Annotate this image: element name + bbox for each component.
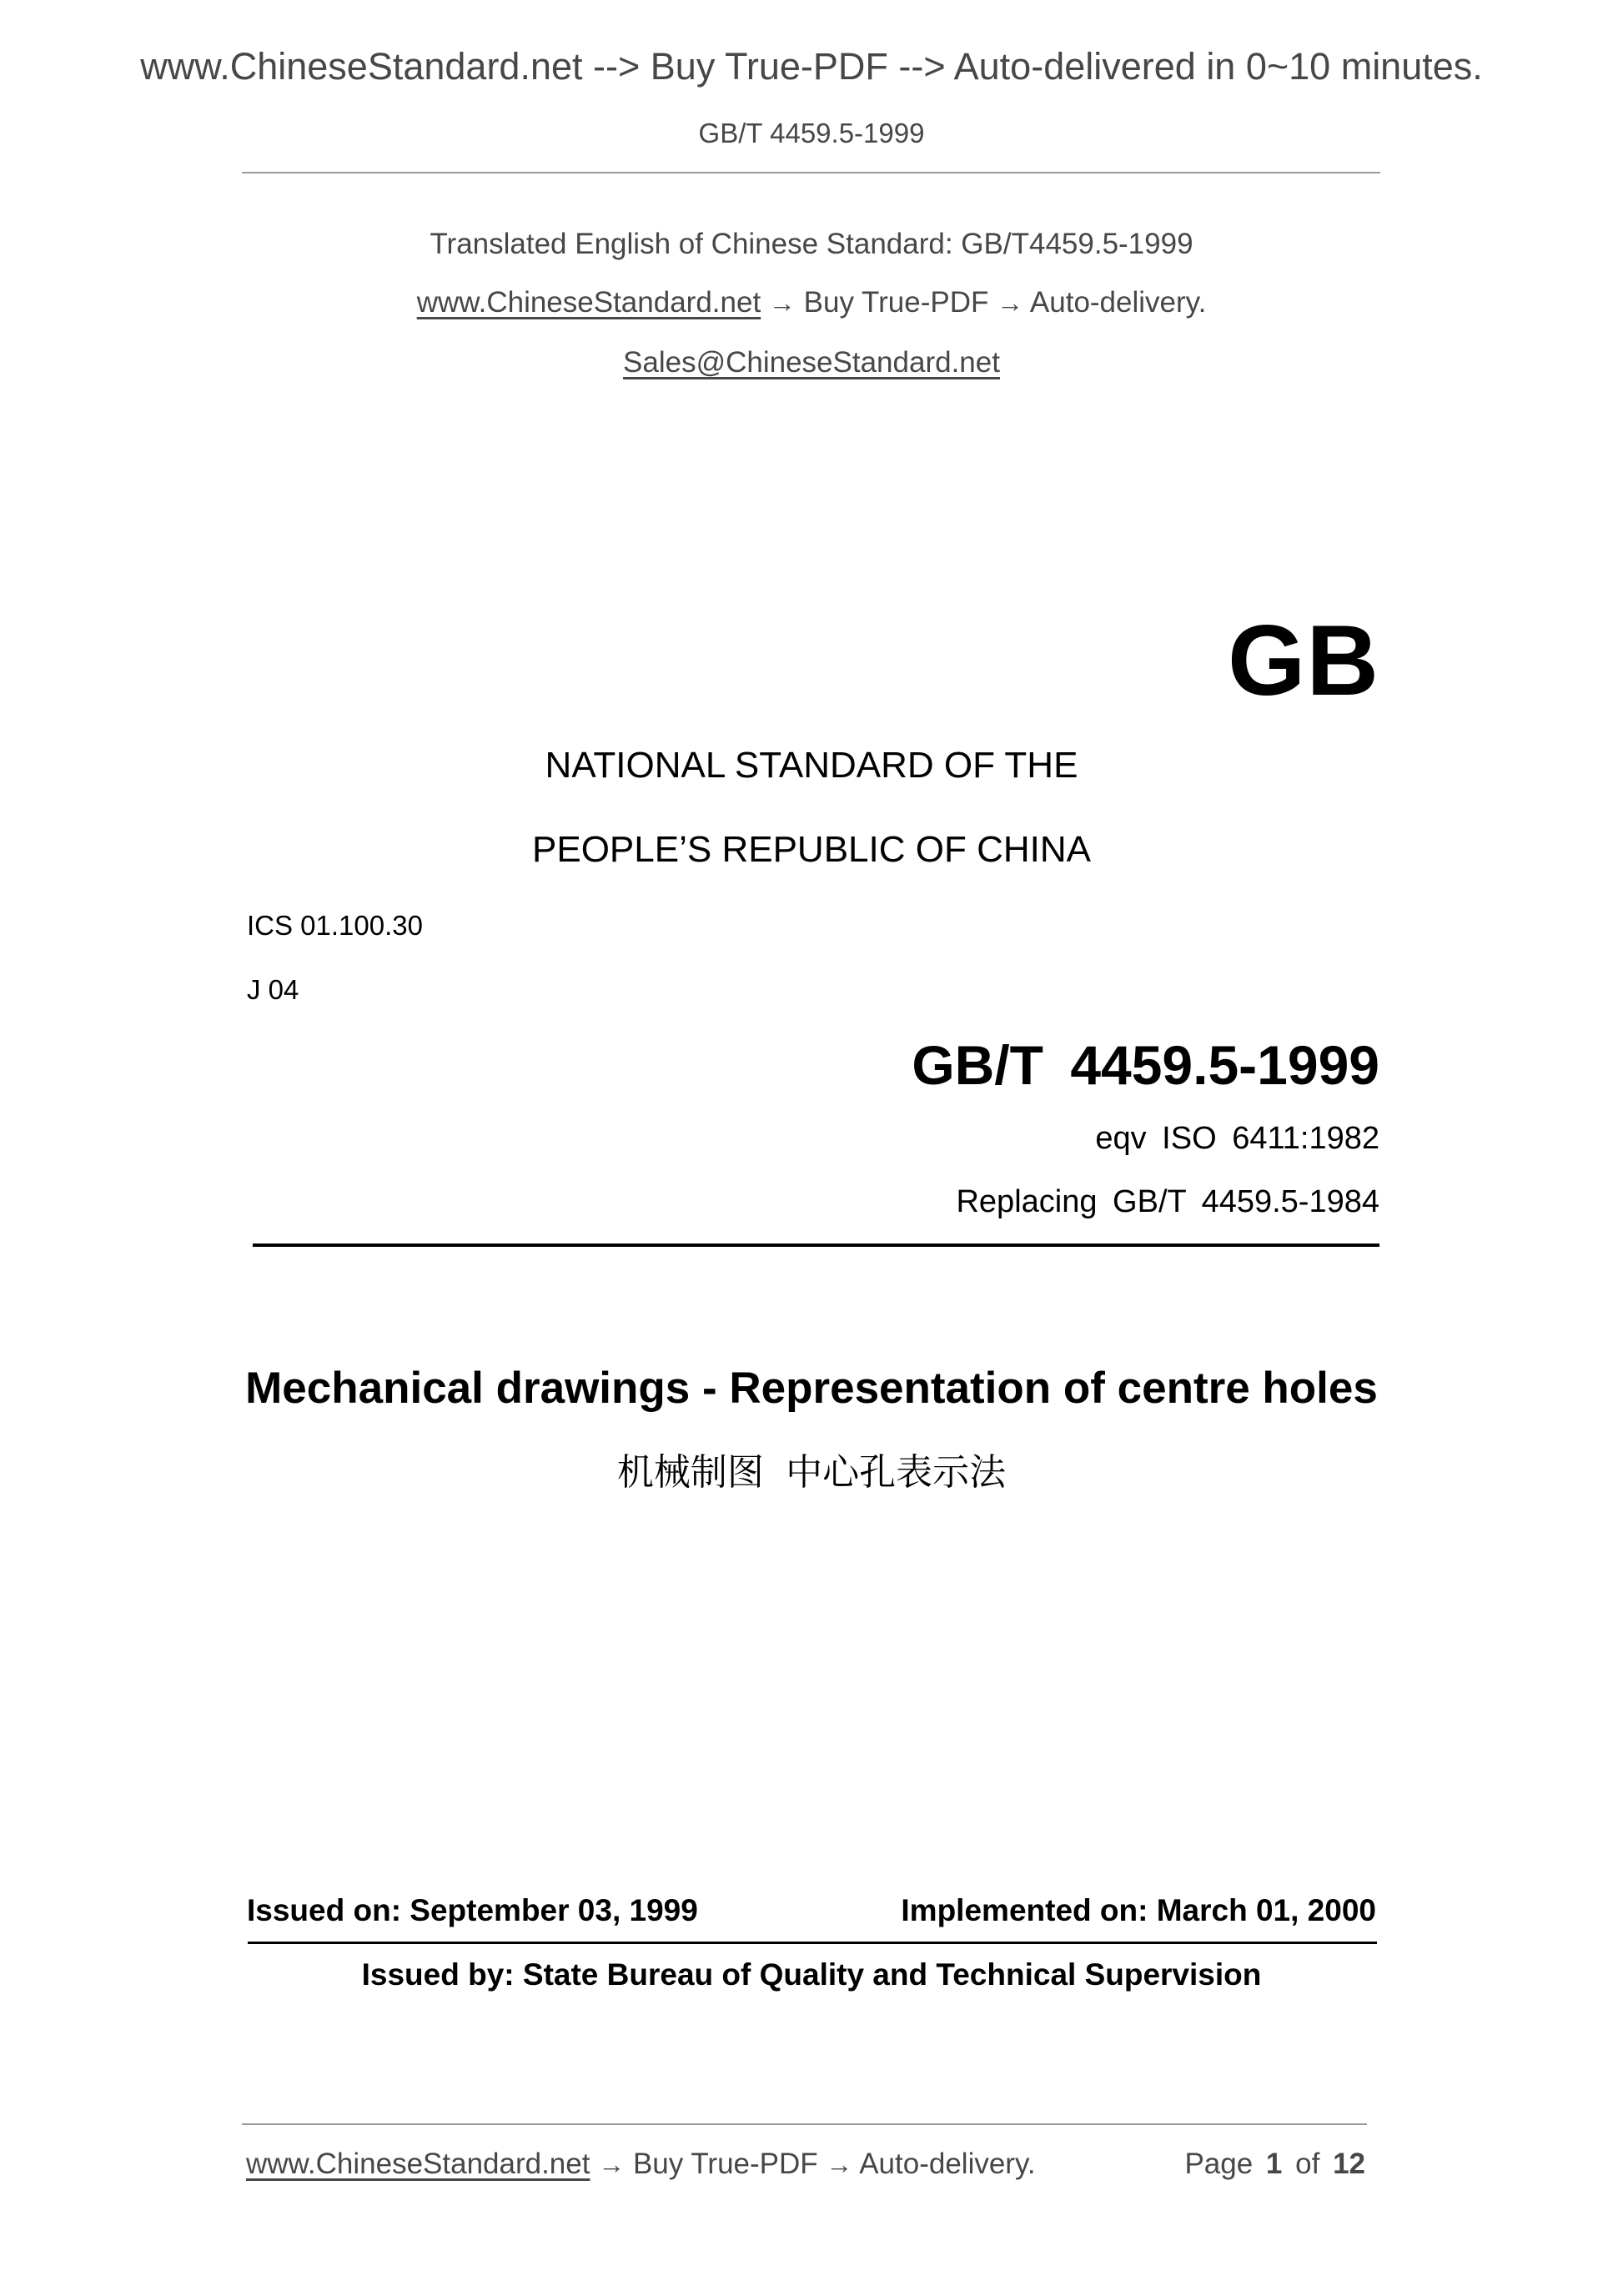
- page-indicator: [1184, 2146, 1365, 2183]
- document-title-en: Mechanical drawings - Representation of centre holes: [245, 1364, 1378, 1413]
- national-standard-line-2: PEOPLE’S REPUBLIC OF CHINA: [532, 829, 1091, 870]
- banner-separator: -->: [582, 45, 651, 88]
- sales-email-link[interactable]: Sales@ChineseStandard.net: [623, 346, 1000, 379]
- translated-label: Translated English of Chinese Standard: GB/T4459.5-1999: [430, 228, 1193, 260]
- document-title-zh: 机械制图 中心孔表示法: [616, 1452, 1007, 1493]
- sales-line: [0, 344, 1623, 381]
- banner-delivery-text: Auto-delivered in 0~10 minutes.: [953, 45, 1483, 88]
- running-header-doc-code: GB/T 4459.5-1999: [698, 118, 925, 148]
- buy-text: Buy True-PDF: [803, 286, 989, 319]
- arrow-right-icon: →: [598, 2149, 626, 2179]
- top-banner: [0, 43, 1623, 90]
- arrow-right-icon: →: [768, 288, 796, 318]
- standard-number: GB/T 4459.5-1999: [912, 1034, 1379, 1096]
- implemented-on-date: Implemented on: March 01, 2000: [901, 1893, 1376, 1927]
- footer-divider: [242, 2123, 1367, 2125]
- classification-code: J 04: [247, 974, 299, 1005]
- ics-code: ICS 01.100.30: [247, 910, 423, 941]
- site-link[interactable]: www.ChineseStandard.net: [416, 286, 761, 319]
- page-current: 1: [1265, 2148, 1283, 2180]
- footer-delivery-text: Auto-delivery.: [859, 2148, 1036, 2180]
- equivalence-note: eqv ISO 6411:1982: [1095, 1121, 1379, 1156]
- delivery-text: Auto-delivery.: [1029, 286, 1207, 319]
- footer-buy-text: Buy True-PDF: [632, 2148, 818, 2180]
- title-divider: [253, 1243, 1379, 1247]
- issuing-authority: Issued by: State Bureau of Quality and Technical Supervision: [361, 1957, 1262, 1992]
- arrow-right-icon: →: [997, 288, 1024, 318]
- footer-buy-line: [246, 2146, 1036, 2183]
- page-of-label: of: [1295, 2148, 1320, 2180]
- gb-mark: GB: [1228, 605, 1379, 716]
- footer-site-link[interactable]: www.ChineseStandard.net: [246, 2148, 590, 2180]
- banner-site-link[interactable]: www.ChineseStandard.net: [140, 45, 583, 88]
- issued-on-date: Issued on: September 03, 1999: [247, 1893, 698, 1927]
- banner-separator: -->: [887, 45, 954, 88]
- page-total: 12: [1333, 2148, 1365, 2180]
- header-divider: [242, 172, 1380, 173]
- arrow-right-icon: →: [826, 2149, 853, 2179]
- banner-buy-text: Buy True-PDF: [650, 45, 888, 88]
- buy-line: [0, 284, 1623, 321]
- national-standard-line-1: NATIONAL STANDARD OF THE: [545, 745, 1078, 786]
- replacing-note: Replacing GB/T 4459.5-1984: [956, 1184, 1379, 1219]
- page-label: Page: [1184, 2148, 1254, 2180]
- dates-divider: [248, 1942, 1377, 1944]
